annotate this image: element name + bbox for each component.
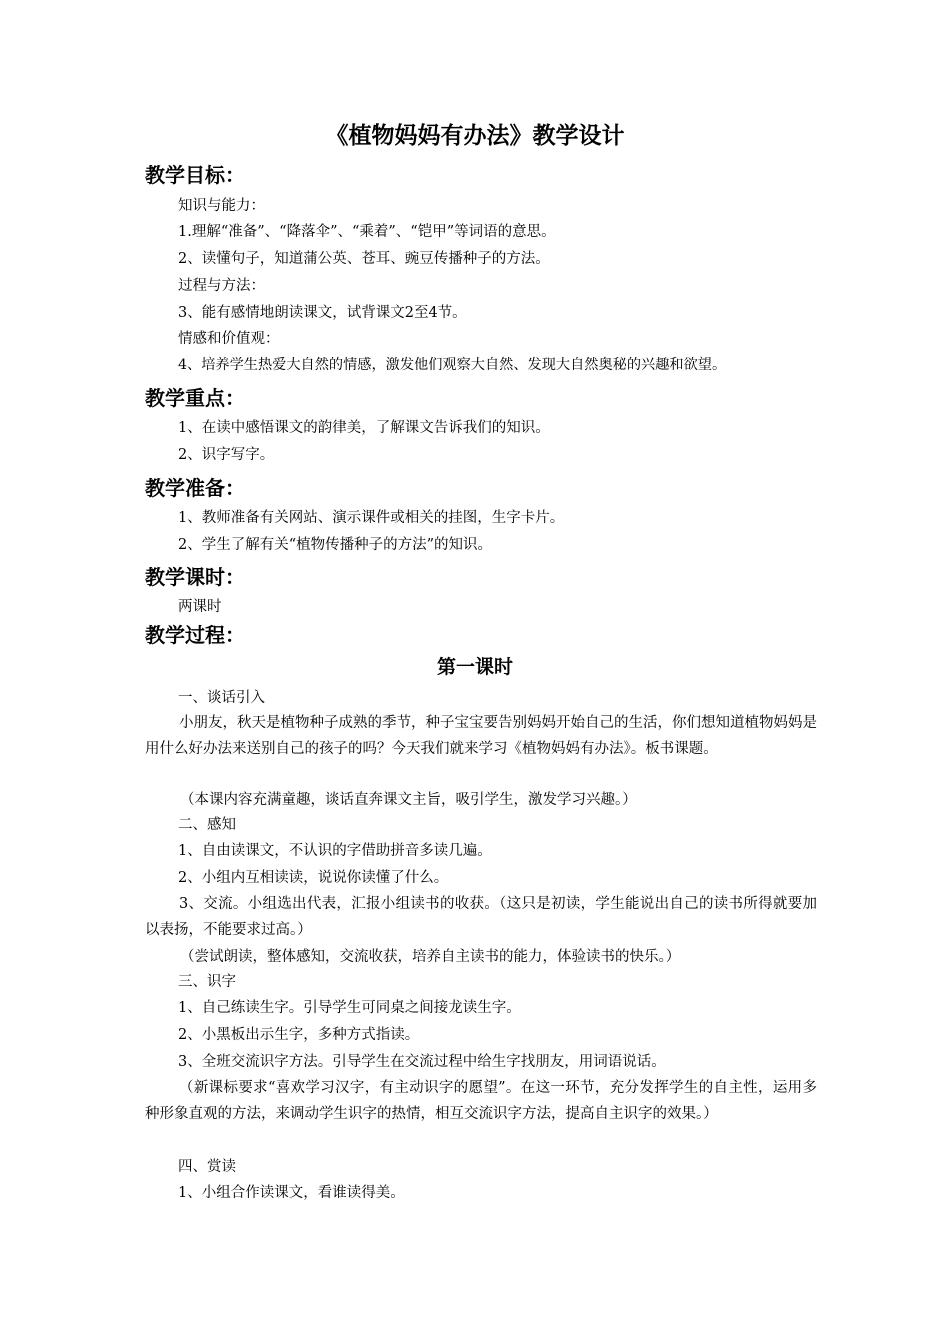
paragraph: 过程与方法： bbox=[178, 278, 265, 294]
paragraph: 知识与能力： bbox=[178, 198, 265, 214]
paragraph: 1.理解“准备”、“降落伞”、“乘着”、“铠甲”等词语的意思。 bbox=[178, 224, 556, 240]
paragraph: 2、学生了解有关“植物传播种子的方法”的知识。 bbox=[178, 537, 493, 553]
heading-lesson-hours: 教学课时： bbox=[145, 565, 245, 589]
paragraph: 两课时 bbox=[178, 599, 222, 615]
paragraph: （新课标要求“喜欢学习汉字，有主动识字的愿望”。在这一环节，充分发挥学生的自主性，运用多种形象直观的方法，来调动学生识字的热情，相互交流识字方法，提高自主识字的效果。） bbox=[145, 1080, 817, 1122]
paragraph: 2、读懂句子，知道蒲公英、苍耳、豌豆传播种子的方法。 bbox=[178, 251, 550, 267]
paragraph: 1、自由读课文，不认识的字借助拼音多读几遍。 bbox=[178, 843, 492, 859]
document-title: 《植物妈妈有办法》教学设计 bbox=[325, 123, 625, 149]
lesson-title: 第一课时 bbox=[436, 656, 513, 678]
paragraph: 2、小黑板出示生字，多种方式指读。 bbox=[178, 1027, 420, 1043]
paragraph: 3、全班交流识字方法。引导学生在交流过程中给生字找朋友，用词语说话。 bbox=[178, 1054, 666, 1070]
paragraph: 1、在读中感悟课文的韵律美，了解课文告诉我们的知识。 bbox=[178, 420, 550, 436]
paragraph: 3、能有感情地朗读课文，试背课文2至4节。 bbox=[178, 305, 467, 321]
paragraph: 二、感知 bbox=[178, 817, 236, 833]
paragraph: 小朋友，秋天是植物种子成熟的季节，种子宝宝要告别妈妈开始自己的生活，你们想知道植物妈妈是用什么好办法来送别自己的孩子的吗？今天我们就来学习《植物妈妈有办法》。板书课题。 bbox=[145, 715, 817, 757]
paragraph: 2、小组内互相读读，说说你读懂了什么。 bbox=[178, 870, 449, 886]
paragraph: 3、交流。小组选出代表，汇报小组读书的收获。（这只是初读，学生能说出自己的读书所得就要加以表扬，不能要求过高。） bbox=[145, 896, 817, 938]
heading-process: 教学过程： bbox=[145, 623, 245, 647]
paragraph: 一、谈话引入 bbox=[178, 690, 265, 706]
paragraph: 4、培养学生热爱大自然的情感，激发他们观察大自然、发现大自然奥秘的兴趣和欲望。 bbox=[178, 357, 727, 373]
paragraph: 1、小组合作读课文，看谁读得美。 bbox=[178, 1185, 405, 1201]
paragraph: （本课内容充满童趣，谈话直奔课文主旨，吸引学生，激发学习兴趣。） bbox=[180, 792, 637, 808]
heading-goals: 教学目标： bbox=[145, 163, 245, 187]
heading-preparation: 教学准备： bbox=[145, 476, 245, 500]
paragraph: 1、教师准备有关网站、演示课件或相关的挂图，生字卡片。 bbox=[178, 510, 565, 526]
paragraph: 四、赏读 bbox=[178, 1159, 236, 1175]
paragraph: 1、自己练读生字。引导学生可同桌之间接龙读生字。 bbox=[178, 1000, 521, 1016]
paragraph: 情感和价值观： bbox=[178, 331, 280, 347]
heading-key-points: 教学重点： bbox=[145, 386, 245, 410]
paragraph: （尝试朗读，整体感知，交流收获，培养自主读书的能力，体验读书的快乐。） bbox=[180, 949, 681, 965]
paragraph: 三、识字 bbox=[178, 974, 236, 990]
paragraph: 2、识字写字。 bbox=[178, 447, 275, 463]
